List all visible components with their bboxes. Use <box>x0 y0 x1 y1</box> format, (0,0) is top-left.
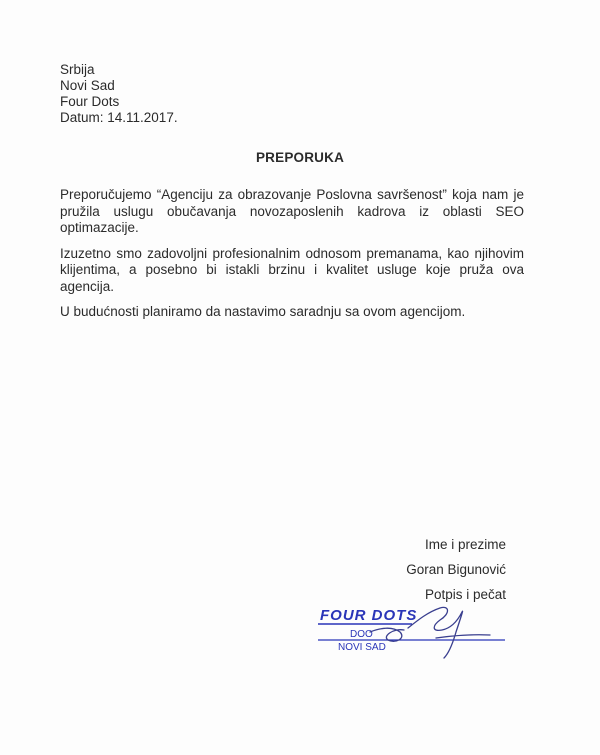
signature-label: Potpis i pečat <box>424 587 506 602</box>
signature-block <box>406 532 506 607</box>
name-label: Ime i prezime <box>424 537 506 552</box>
address-date: Datum: 14.11.2017. <box>60 110 178 125</box>
sender-address <box>60 62 178 126</box>
paragraph-future: U budućnosti planiramo da nastavimo saradnju sa ovom agencijom. <box>60 304 466 319</box>
company-stamp <box>300 602 520 662</box>
paragraph-satisfaction: Izuzetno smo zadovoljni profesionalnim odnosom premanama, kao njihovim klijentima, a posebno bi istakli brzinu i kvalitet usluge koje pruža ova agencija. <box>60 245 524 294</box>
address-company: Four Dots <box>60 94 120 109</box>
stamp-company-text: FOUR DOTS <box>320 607 418 624</box>
address-city: Novi Sad <box>60 78 115 93</box>
stamp-graphic <box>300 602 520 662</box>
paragraph-recommendation: Preporučujemo “Agenciju za obrazovanje Poslovna savršenost” koja nam je pružila uslugu obučavanja novozaposlenih kadrova iz oblasti SEO optimazacije. <box>60 187 524 235</box>
stamp-city-text: NOVI SAD <box>338 642 386 653</box>
stamp-type-text: DOO <box>350 629 373 640</box>
address-country: Srbija <box>60 62 95 77</box>
signer-name: Goran Bigunović <box>406 562 506 577</box>
letter-title: PREPORUKA <box>255 150 345 165</box>
letter-body <box>60 187 524 330</box>
